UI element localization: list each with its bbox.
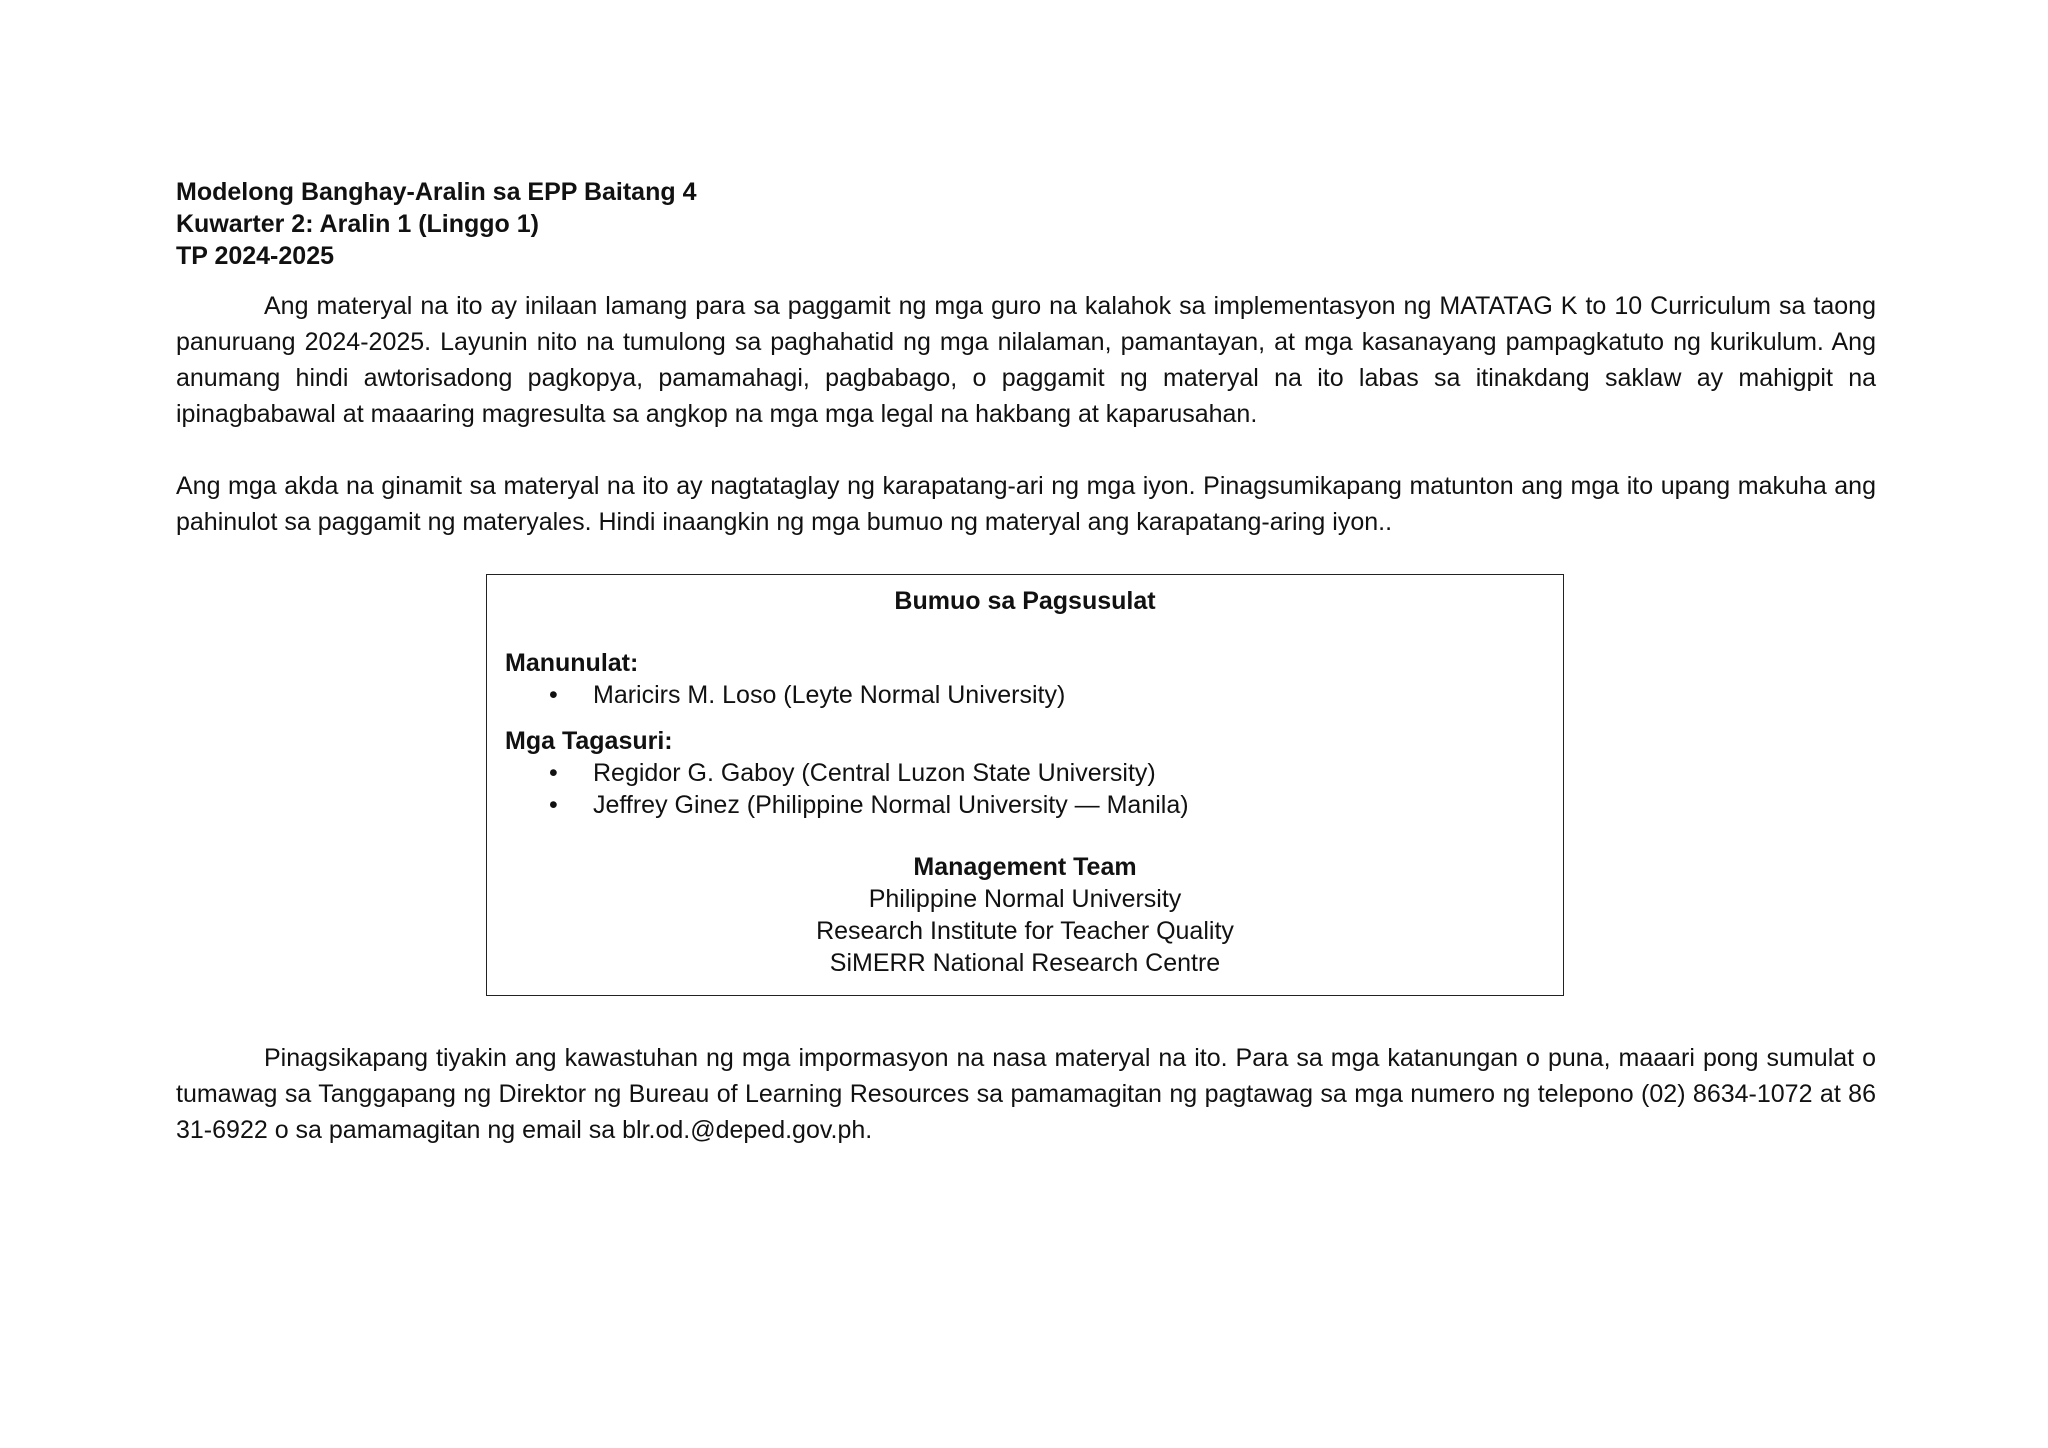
reviewer-name: Regidor G. Gaboy (Central Luzon State University) — [593, 759, 1156, 787]
reviewers-list — [505, 757, 1545, 821]
bullet-icon: • — [549, 681, 558, 709]
writer-name: Maricirs M. Loso (Leyte Normal University) — [593, 681, 1066, 709]
document-page — [176, 176, 1876, 1148]
bullet-icon: • — [549, 759, 558, 787]
writers-label: Manunulat: — [505, 649, 639, 677]
management-team-title: Management Team — [913, 853, 1137, 881]
notice-paragraph: Ang materyal na ito ay inilaan lamang para sa paggamit ng mga guro na kalahok sa implementasyon ng MATATAG K to 10 Curriculum sa taong panuruang 2024-2025. Layunin nito na tumulong sa paghahatid ng mga nilalaman, pamantayan, at mga kasanayang pampagkatuto ng kurikulum. Ang anumang hindi awtorisadong pagkopya, pamamahagi, pagbabago, o paggamit ng materyal na ito labas sa itinakdang saklaw ay mahigpit na ipinagbabawal at maaaring magresulta sa angkop na mga mga legal na hakbang at kaparusahan. — [176, 292, 1876, 428]
reviewer-item — [505, 757, 1545, 789]
team-line: Research Institute for Teacher Quality — [816, 917, 1234, 945]
reviewer-name: Jeffrey Ginez (Philippine Normal University — Manila) — [593, 791, 1189, 819]
document-title: Modelong Banghay-Aralin sa EPP Baitang 4 — [176, 178, 697, 206]
quarter-lesson: Kuwarter 2: Aralin 1 (Linggo 1) — [176, 210, 540, 238]
document-header — [176, 176, 1876, 272]
contact-paragraph: Pinagsikapang tiyakin ang kawastuhan ng mga impormasyon na nasa materyal na ito. Para sa mga katanungan o puna, maaari pong sumulat o tumawag sa Tanggapang ng Direktor ng Bureau of Learning Resources sa pamamagitan ng pagtawag sa mga numero ng telepono (02) 8634-1072 at 86 31-6922 o sa pamamagitan ng email sa blr.od.@deped.gov.ph. — [176, 1044, 1876, 1144]
reviewers-label: Mga Tagasuri: — [505, 727, 673, 755]
credits-box — [486, 574, 1564, 996]
writers-list — [505, 679, 1545, 711]
management-team — [505, 851, 1545, 979]
writer-item — [505, 679, 1545, 711]
school-year: TP 2024-2025 — [176, 242, 334, 270]
copyright-paragraph: Ang mga akda na ginamit sa materyal na ito ay nagtataglay ng karapatang-ari ng mga iyon. Pinagsumikapang matunton ang mga ito upang makuha ang pahinulot sa paggamit ng materyales. Hindi inaangkin ng mga bumuo ng materyal ang karapatang-aring iyon.. — [176, 472, 1876, 536]
reviewer-item — [505, 789, 1545, 821]
bullet-icon: • — [549, 791, 558, 819]
credits-title: Bumuo sa Pagsusulat — [894, 587, 1156, 615]
team-line: SiMERR National Research Centre — [829, 949, 1221, 977]
team-line: Philippine Normal University — [868, 885, 1182, 913]
